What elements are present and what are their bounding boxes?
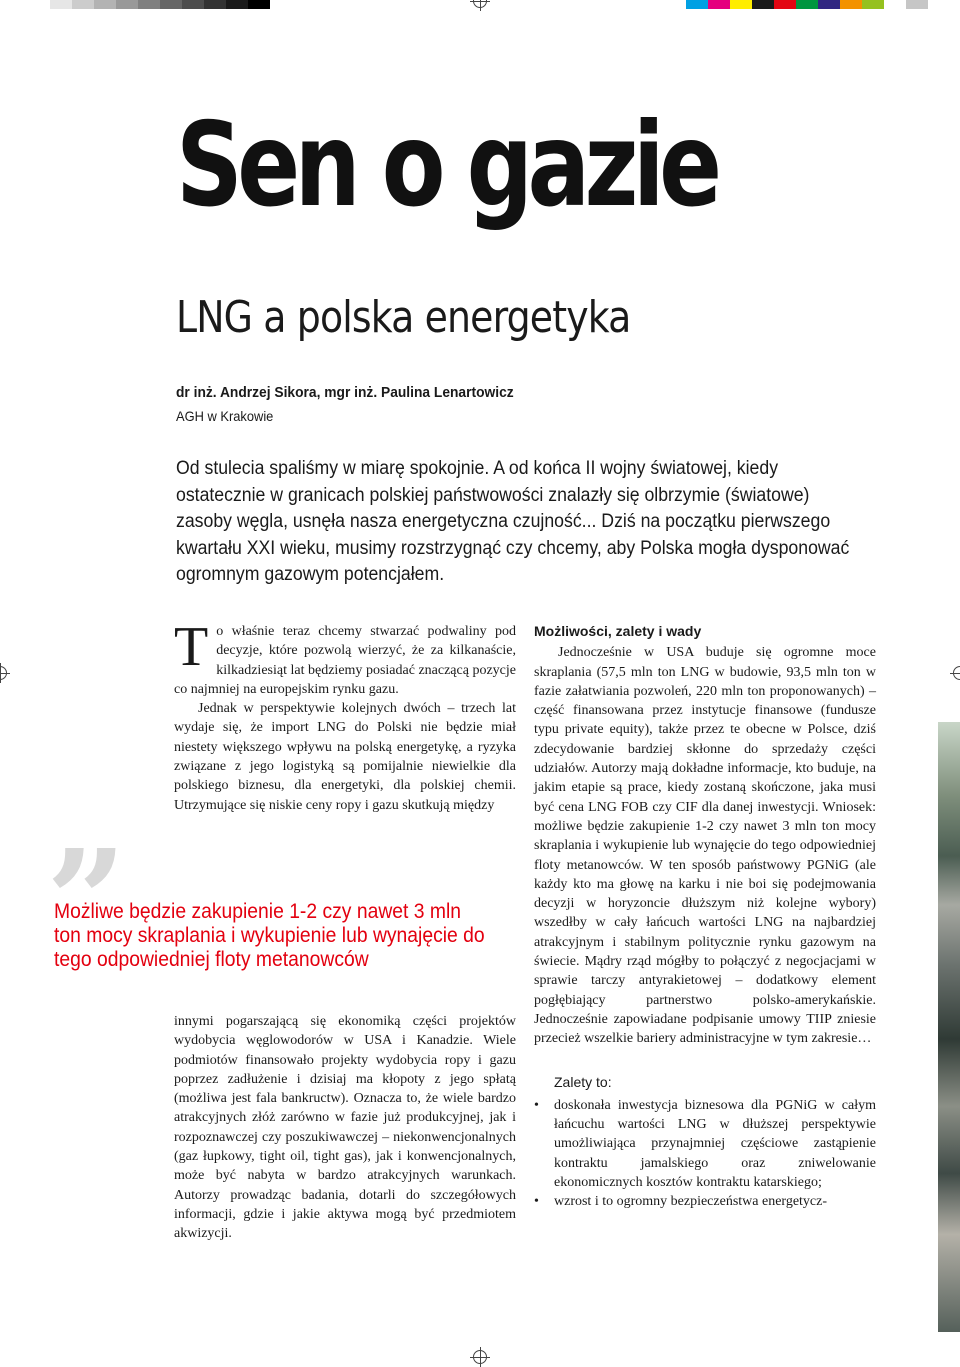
color-registration-strip [686,0,928,9]
advantages-list [534,1096,876,1212]
registration-swatch [226,0,248,9]
registration-swatch [28,0,50,9]
registration-swatch [752,0,774,9]
registration-swatch [248,0,270,9]
authors: dr inż. Andrzej Sikora, mgr inż. Paulina Lenartowicz [176,384,514,401]
registration-swatch [862,0,884,9]
list-item: • wzrost i to ogromny bezpieczeństwa energetycz- [534,1192,876,1211]
registration-swatch [818,0,840,9]
affiliation: AGH w Krakowie [176,408,274,424]
registration-swatch [884,0,906,9]
paragraph: Jednocześnie w USA buduje się ogromne moce skraplania (57,5 mln ton LNG w budowie, 93,5 mln ton w fazie załatwiania pozwoleń, 220 mln ton proponowanych) – część finansowana przez instytucje finansowe (fundusze typu private equity), także przez te obecne w Polsce, dziś zdecydowanie bardziej skłonne do sprzedaży części udziałów. Autorzy mają dokładne informacje, kto buduje, na jakim etapie są prace, kiedy zostaną skończone, jaka musi być cena LNG FOB czy CIF dla danej inwestycji. Wniosek: możliwe będzie zakupienie 1-2 czy nawet 3 mln ton mocy skraplania i wykupienie lub wynajęcie do tego odpowiedniej floty metanowców. W ten sposób państwowy PGNiG (ale każdy kto ma głowę na karku i nie boi się podejmowania decyzji w horyzoncie dłuższym niż kolejne wybory) wszedłby w cały łańcuch wartości LNG na najbardziej atrakcyjnym i stabilnym politycznie rynku gazowym na świecie. Mądry rząd mógłby to połączyć z negocjacjami w sprawie tarczy antyrakietowej – dodatkowy element pogłębiający partnerstwo polsko-amerykańskie. Jednocześnie zapowiadane podpisanie umowy TIIP zniesie przecież wszelkie bariery administracyjne w tym zakresie… [534,645,876,1047]
registration-swatch [796,0,818,9]
registration-mark-icon [473,1350,487,1364]
article-title: Sen o gazie [176,98,717,233]
advantages-title: Zalety to: [554,1073,612,1090]
left-column-top [174,616,516,815]
photo-strip [938,722,960,1332]
registration-swatch [116,0,138,9]
registration-swatch [730,0,752,9]
registration-swatch [774,0,796,9]
quote-mark-icon: ” [46,820,117,984]
registration-swatch [94,0,116,9]
drop-cap: T [174,616,209,678]
registration-swatch [906,0,928,9]
paragraph: Jednak w perspektywie kolejnych dwóch – trzech lat wydaje się, że import LNG do Polski nie będzie miał niestety większego wpływu na polską energetykę, a ryzyka związane z jego logistyką są pomijalnie niewielkie dla polskiego biznesu, dla energetyki, dla polskiej chemii. Utrzymujące się niskie ceny ropy i gazu skutkują między [174,701,516,813]
registration-swatch [182,0,204,9]
paragraph [174,616,516,699]
list-item: • doskonała inwestycja biznesowa dla PGNiG w całym łańcuchu wartości LNG w dłuższej perspektywie umożliwiająca przynajmniej częściowe zastąpienie kontraktu jamalskiego oraz zniwelowanie ekonomicznych kosztów kontraktu katarskiego; [534,1096,876,1192]
registration-swatch [204,0,226,9]
article-subtitle: LNG a polska energetyka [176,292,631,343]
registration-swatch [138,0,160,9]
registration-swatch [840,0,862,9]
right-column [534,622,876,1212]
registration-mark-icon [473,0,487,8]
registration-swatch [708,0,730,9]
left-column-bottom [174,1012,516,1244]
registration-swatch [72,0,94,9]
registration-swatch [686,0,708,9]
paragraph: innymi pogarszającą się ekonomiką części projektów wydobycia węglowodorów w USA i Kanadzie. Wiele podmiotów finansowało projekty wydobycia ropy i gazu poprzez zadłużenie i dzisiaj ma kłopoty z jego spłatą (możliwa jest fala bankructw). Oznacza to, że wiele bardzo atrakcyjnych złóż zarówno w fazie już produkcyjnej, jak i rozpoznawczej czy poszukiwawczej – niekonwencjonalnych (gaz łupkowy, tight oil, tight gas), jak i konwencjonalnych, może być nabyta w bardzo atrakcyjnych warunkach. Autorzy prowadząc badania, dotarli do szczegółowych informacji, gdzie i jakie aktywa mogą być przedmiotem akwizycji. [174,1014,516,1242]
grayscale-registration-strip [28,0,270,9]
paragraph-text: o właśnie teraz chcemy stwarzać podwaliny pod decyzje, które pozwolą wierzyć, że za kilkanaście, kilkadziesiąt lat będziemy posiadać znaczącą pozycje co najmniej na europejskim rynku gazu. [174,624,516,697]
lead-paragraph: Od stulecia spaliśmy w miarę spokojnie. A od końca II wojny światowej, kiedy ostatecznie w granicach polskiej państwowości znalazły się olbrzymie (światowe) zasoby węgla, usnęła nasza energetyczna czujność... Dziś na początku pierwszego kwartału XXI wieku, musimy rozstrzygnąć czy chcemy, aby Polska mogła dysponować ogromnym gazowym potencjałem. [176,458,850,585]
pull-quote: Możliwe będzie zakupienie 1-2 czy nawet 3 mln ton mocy skraplania i wykupienie lub wynajęcie do tego odpowiedniej floty metanowców [54,900,485,971]
registration-swatch [50,0,72,9]
section-heading: Możliwości, zalety i wady [534,623,702,639]
registration-mark-icon [0,666,7,680]
registration-swatch [160,0,182,9]
registration-mark-icon [953,666,960,680]
